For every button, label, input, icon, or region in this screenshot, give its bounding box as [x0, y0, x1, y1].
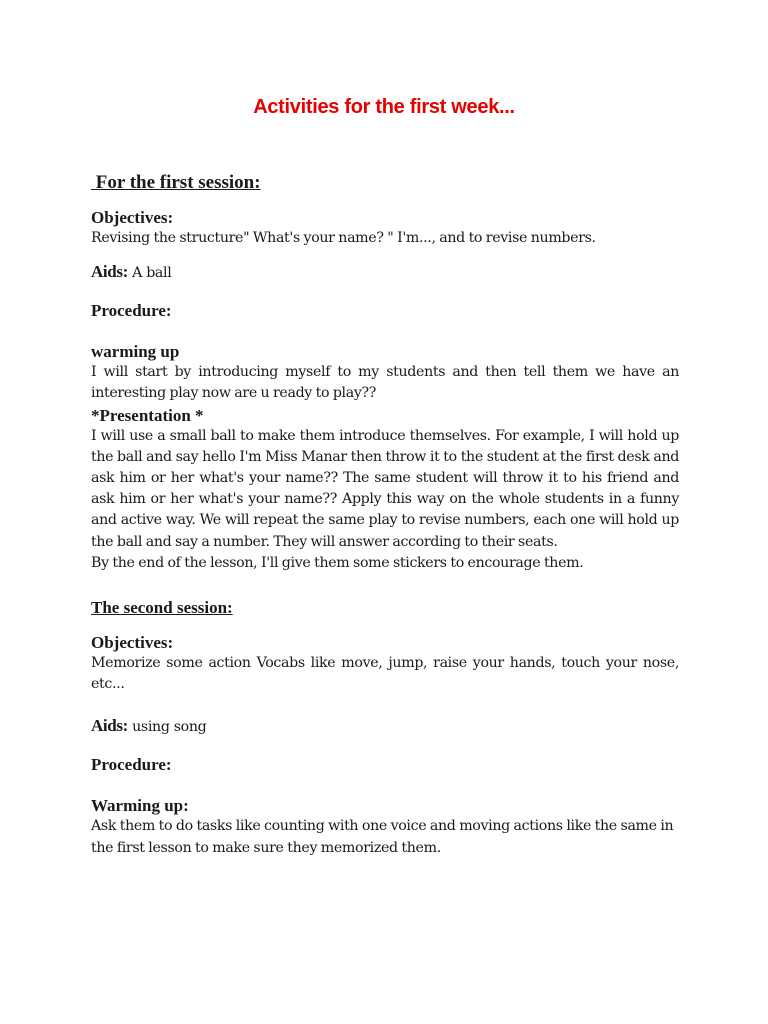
session-1-presentation-text: I will use a small ball to make them introduce themselves. For example, I will hold up the ball and say hello I'm Miss Manar then throw it to the student at the first desk and ask him or her what's your name?? The same student will throw it to his friend and ask him or her what's your name?? Apply this way on the whole students in a funny and active way. We will repeat the same play to revise numbers, each one will hold up the ball and say a number. They will answer according to their seats.: [91, 427, 679, 550]
session-1-aids: [91, 261, 679, 284]
session-1-heading: For the first session:: [91, 172, 261, 193]
session-1-aids-text: A ball: [127, 265, 172, 282]
session-1-objectives-text: Revising the structure" What's your name? " I'm..., and to revise numbers.: [91, 230, 596, 246]
session-2-aids-label: Aids:: [91, 716, 128, 736]
document-body: [91, 172, 679, 859]
session-2-aids-text: using song: [127, 719, 207, 736]
session-1-warming-label: warming up: [91, 342, 180, 362]
session-2-warming-label: Warming up:: [91, 796, 189, 816]
session-2-warming-text: Ask them to do tasks like counting with one voice and moving actions like the same in the first lesson to make sure they memorized them.: [91, 818, 674, 856]
session-2-heading: The second session:: [91, 598, 233, 618]
session-1-warming-text: I will start by introducing myself to my students and then tell them we have an interesting play now are u ready to play??: [91, 364, 679, 402]
session-1-objectives-label: Objectives:: [91, 208, 174, 227]
session-2-objectives-label: Objectives:: [91, 633, 174, 653]
session-1-closing-text: By the end of the lesson, I'll give them some stickers to encourage them.: [91, 554, 584, 571]
session-1-procedure-label: Procedure:: [91, 301, 172, 321]
session-1-presentation-label: *Presentation *: [91, 405, 204, 425]
session-1-aids-label: Aids:: [91, 262, 128, 282]
session-2-objectives-text: Memorize some action Vocabs like move, jump, raise your hands, touch your nose, etc...: [91, 655, 679, 693]
document-title: Activities for the first week...: [253, 96, 515, 118]
session-2-aids: [91, 715, 679, 738]
session-2-procedure-label: Procedure:: [91, 755, 172, 775]
